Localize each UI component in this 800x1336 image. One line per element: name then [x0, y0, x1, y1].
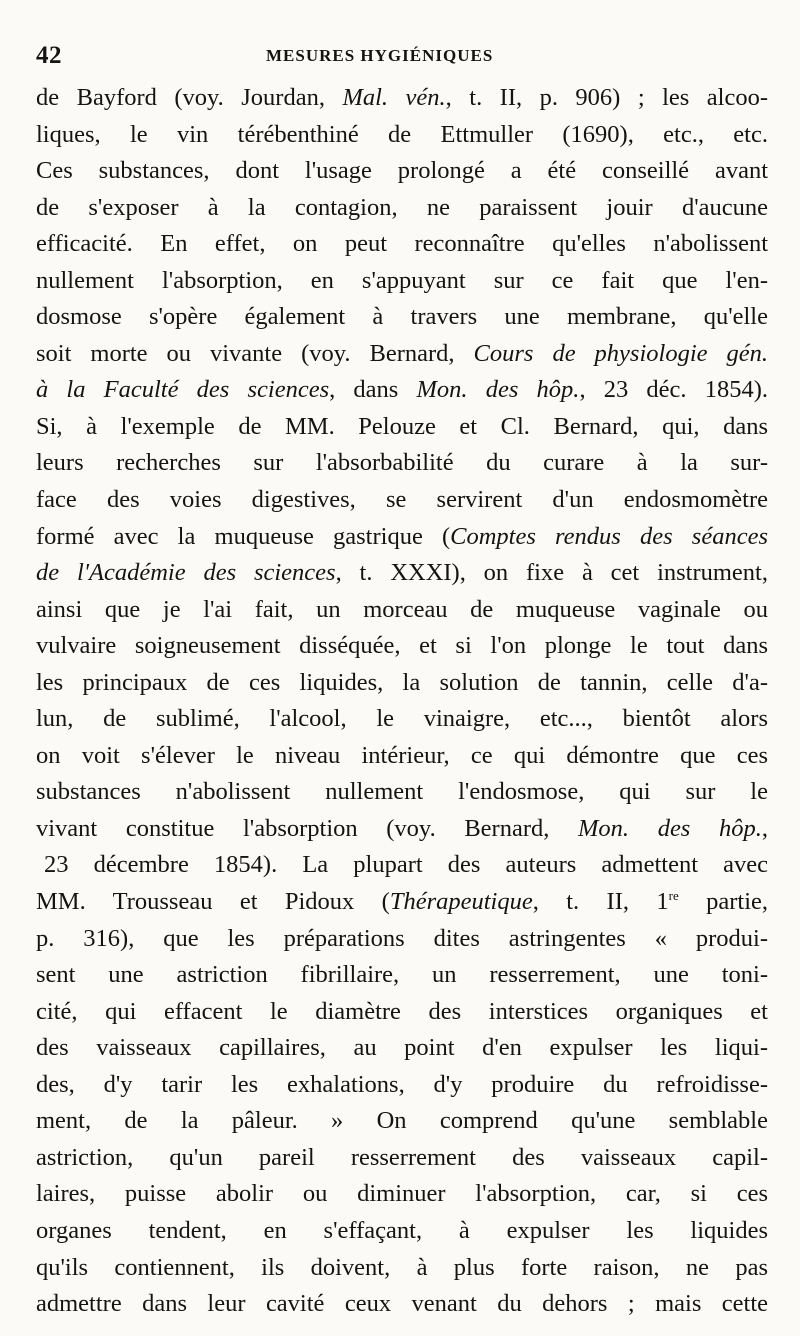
text-run: admettre dans leur cavité ceux venant du dehors ; mais cette: [36, 1290, 768, 1318]
text-run: efficacité. En effet, on peut reconnaître qu'elles n'abolissent: [36, 230, 768, 258]
text-line: [36, 774, 768, 811]
text-run: nullement l'absorption, en s'appuyant sur ce fait que l'en-: [36, 266, 768, 294]
page-number: 42: [36, 42, 62, 69]
text-line: [36, 884, 768, 921]
text-line: [36, 701, 768, 738]
text-line: [36, 738, 768, 775]
text-run: vivant constitue l'absorption (voy. Bernard,: [36, 814, 579, 842]
text-line: [36, 1140, 768, 1177]
text-run: on voit s'élever le niveau intérieur, ce qui démontre que ces: [36, 741, 768, 769]
text-run: soit morte ou vivante (voy. Bernard,: [36, 339, 474, 367]
text-run: Ces substances, dont l'usage prolongé a été conseillé avant: [36, 157, 768, 185]
text-line: [36, 1250, 768, 1287]
text-line: [36, 1103, 768, 1140]
text-run: de s'exposer à la contagion, ne paraissent jouir d'aucune: [36, 193, 768, 221]
text-line: [36, 665, 768, 702]
text-line: [36, 372, 768, 409]
text-line: [36, 1213, 768, 1250]
text-run: dosmose s'opère également à travers une membrane, qu'elle: [36, 303, 768, 331]
text-line: [36, 1067, 768, 1104]
text-run: ainsi que je l'ai fait, un morceau de muqueuse vaginale ou: [36, 595, 768, 623]
text-run: organes tendent, en s'effaçant, à expulser les liquides: [36, 1216, 768, 1244]
text-run: sent une astriction fibrillaire, un resserrement, une toni-: [36, 961, 768, 989]
text-run: face des voies digestives, se servirent d'un endosmomètre: [36, 486, 768, 514]
text-line: [36, 117, 768, 154]
text-run: les principaux de ces liquides, la solution de tannin, celle d'a-: [36, 668, 768, 696]
italic-run: Cours de physiologie gén.: [473, 339, 768, 367]
text-line: [36, 482, 768, 519]
italic-run: Mon. des hôp.: [416, 376, 580, 404]
text-line: [36, 847, 768, 884]
text-run: laires, puisse abolir ou diminuer l'absorption, car, si ces: [36, 1180, 768, 1208]
text-run: liques, le vin térébenthiné de Ettmuller (1690), etc., etc.: [36, 120, 768, 148]
text-line: [36, 153, 768, 190]
italic-run: à la Faculté des sciences: [36, 376, 330, 404]
text-line: [36, 628, 768, 665]
text-line: [36, 299, 768, 336]
text-run: astriction, qu'un pareil resserrement des vaisseaux capil-: [36, 1143, 768, 1171]
italic-run: Thérapeutique: [389, 888, 533, 916]
text-run: formé avec la muqueuse gastrique (: [36, 522, 451, 550]
text-line: [36, 555, 768, 592]
text-run: , 23 déc. 1854).: [579, 376, 768, 404]
text-run: vulvaire soigneusement disséquée, et si l'on plonge le tout dans: [36, 632, 768, 660]
text-line: [36, 811, 768, 848]
text-run: , t. XXXI), on fixe à cet instrument,: [335, 559, 768, 587]
page-header: [36, 40, 766, 76]
superscript: re: [668, 887, 679, 903]
text-line: [36, 957, 768, 994]
text-run: partie,: [678, 888, 768, 916]
text-line: [36, 336, 768, 373]
text-run: cité, qui effacent le diamètre des interstices organiques et: [36, 997, 768, 1025]
text-run: , dans: [329, 376, 417, 404]
italic-run: Mal. vén.: [342, 84, 446, 111]
text-run: de Bayford (voy. Jourdan,: [36, 84, 343, 111]
text-line: [36, 921, 768, 958]
running-title: MESURES HYGIÉNIQUES: [266, 46, 494, 65]
text-line: [36, 409, 768, 446]
text-line: [36, 592, 768, 629]
text-run: Si, à l'exemple de MM. Pelouze et Cl. Bernard, qui, dans: [36, 412, 768, 440]
text-line: [36, 226, 768, 263]
text-run: lun, de sublimé, l'alcool, le vinaigre, etc..., bientôt alors: [36, 705, 768, 733]
text-run: ment, de la pâleur. » On comprend qu'une semblable: [36, 1107, 768, 1135]
italic-run: de l'Académie des sciences: [36, 559, 336, 587]
text-run: ,: [761, 814, 768, 842]
text-line: [36, 519, 768, 556]
text-run: leurs recherches sur l'absorbabilité du curare à la sur-: [36, 449, 768, 477]
text-line: [36, 80, 768, 117]
text-line: [36, 1030, 768, 1067]
text-run: des, d'y tarir les exhalations, d'y produire du refroidisse-: [36, 1070, 768, 1098]
text-line: [36, 1286, 768, 1323]
text-line: [36, 445, 768, 482]
text-line: [36, 190, 768, 227]
italic-run: Comptes rendus des séances: [450, 522, 768, 550]
italic-run: Mon. des hôp.: [578, 814, 762, 842]
text-line: [36, 263, 768, 300]
text-run: , t. II, 1: [532, 888, 669, 916]
text-run: qu'ils contiennent, ils doivent, à plus forte raison, ne pas: [36, 1253, 768, 1281]
text-line: [36, 1176, 768, 1213]
text-run: 23 décembre 1854). La plupart des auteurs admettent avec: [44, 851, 768, 879]
text-run: des vaisseaux capillaires, au point d'en expulser les liqui-: [36, 1034, 768, 1062]
body-text: [36, 80, 768, 1323]
text-run: MM. Trousseau et Pidoux (: [36, 888, 390, 916]
text-run: p. 316), que les préparations dites astringentes « produi-: [36, 924, 768, 952]
text-run: , t. II, p. 906) ; les alcoo-: [445, 84, 768, 111]
text-line: [36, 994, 768, 1031]
text-run: substances n'abolissent nullement l'endosmose, qui sur le: [36, 778, 768, 806]
